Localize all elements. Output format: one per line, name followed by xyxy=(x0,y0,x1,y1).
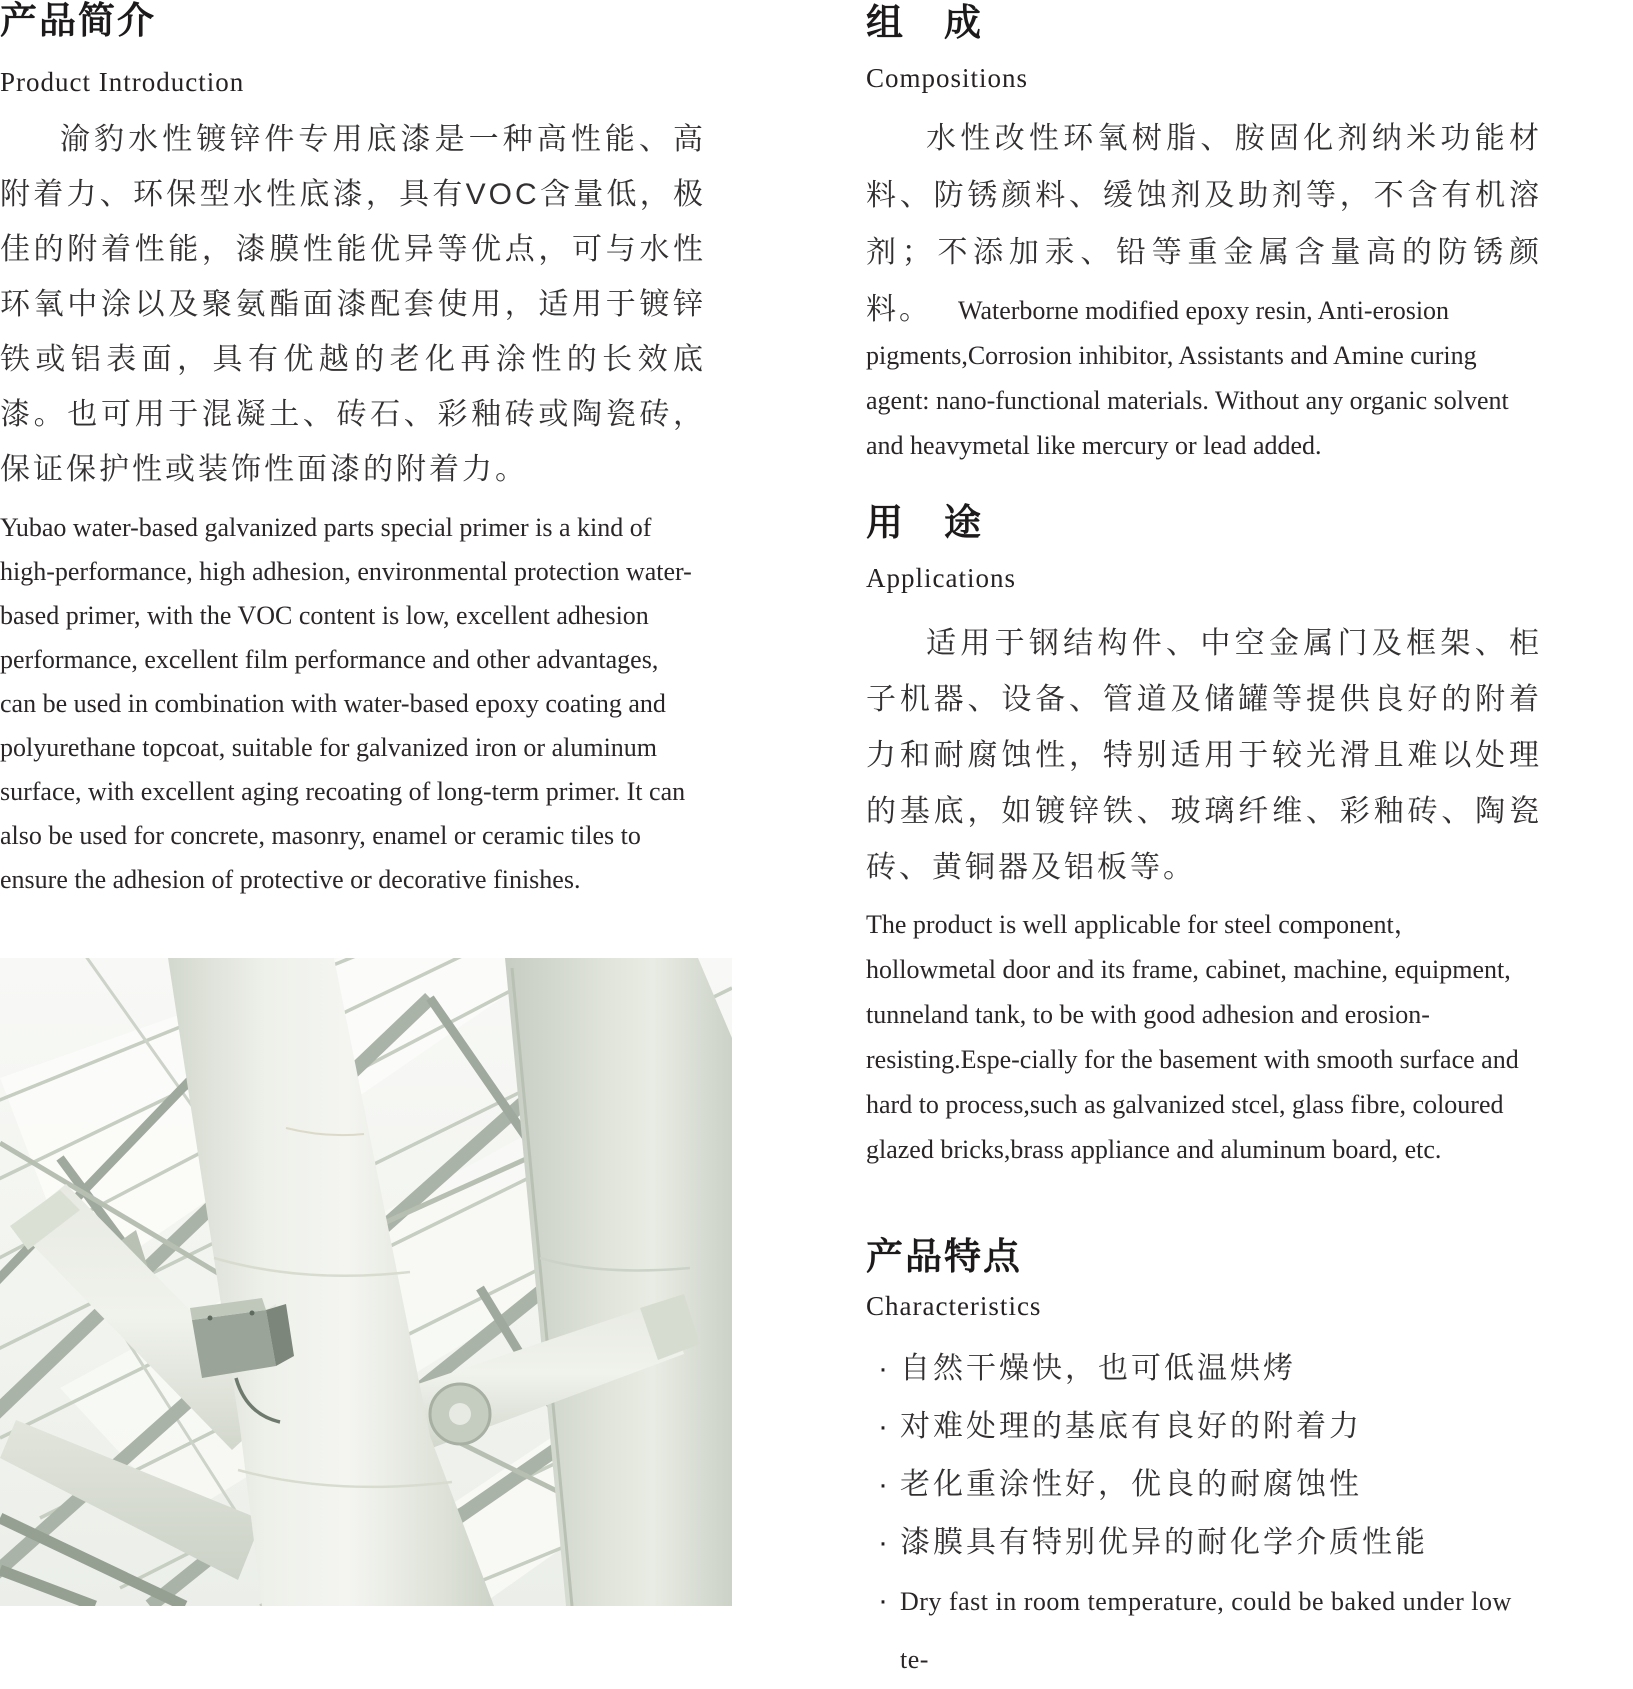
characteristics-heading-zh: 产品特点 xyxy=(866,1236,1022,1277)
bullet-text: 老化重涂性好，优良的耐腐蚀性 xyxy=(900,1468,1362,1501)
list-item xyxy=(866,1456,1542,1514)
bullet-text: 对难处理的基底有良好的附着力 xyxy=(900,1410,1362,1443)
bullet-text: 漆膜具有特别优异的耐化学介质性能 xyxy=(900,1526,1428,1559)
compositions-heading-zh: 组 成 xyxy=(866,2,983,43)
applications-heading-en: Applications xyxy=(866,563,1016,593)
list-item xyxy=(866,1572,1542,1689)
intro-body-en: Yubao water-based galvanized parts special primer is a kind of high-performance, high adhesion, environmental protection water-based primer, with the VOC content is low, excellent adhesion performance, excellent film performance and other advantages, can be used in combination with water-based epoxy coating and polyurethane topcoat, suitable for galvanized iron or aluminum surface, with excellent aging recoating of long-term primer. It can also be used for concrete, masonry, enamel or ceramic tiles to ensure the adhesion of protective or decorative finishes. xyxy=(0,513,692,894)
bullet-dot-icon: · xyxy=(878,1410,888,1443)
characteristics-list xyxy=(866,1340,1542,1689)
compositions-body-zh: 水性改性环氧树脂、胺固化剂纳米功能材料、防锈颜料、缓蚀剂及助剂等，不含有机溶剂；不添加汞、铅等重金属含量高的防锈颜料。 xyxy=(866,122,1542,326)
characteristics-heading-en: Characteristics xyxy=(866,1291,1042,1321)
bullet-text: Dry fast in room temperature, could be baked under low te- xyxy=(900,1587,1512,1674)
steel-structure-illustration xyxy=(0,958,732,1606)
list-item xyxy=(866,1340,1542,1398)
applications-heading-zh: 用 途 xyxy=(866,502,983,543)
bullet-dot-icon: · xyxy=(878,1468,888,1501)
bullet-dot-icon: · xyxy=(878,1526,888,1559)
bullet-dot-icon: · xyxy=(878,1352,888,1385)
bullet-dot-icon: · xyxy=(878,1584,888,1617)
bullet-text: 自然干燥快，也可低温烘烤 xyxy=(900,1352,1296,1385)
intro-heading-en: Product Introduction xyxy=(0,67,245,97)
compositions-heading-en: Compositions xyxy=(866,63,1029,93)
list-item xyxy=(866,1398,1542,1456)
intro-heading-zh: 产品简介 xyxy=(0,0,156,41)
steel-structure-photo xyxy=(0,958,732,1606)
applications-body-en: The product is well applicable for steel component，hollowmetal door and its frame, cabinet, machine, equipment, tunneland tank, to be with good adhesion and erosion-resisting.Espe-cially for the basement with smooth surface and hard to process,such as galvanized stcel, glass fibre, coloured glazed bricks,brass appliance and aluminum board, etc. xyxy=(866,910,1519,1164)
compositions-body-en: Waterborne modified epoxy resin, Anti-erosion pigments,Corrosion inhibitor, Assistants and Amine curing agent: nano-functional materials. Without any organic solvent and heavymetal like mercury or lead added. xyxy=(866,296,1509,460)
intro-body-zh: 渝豹水性镀锌件专用底漆是一种高性能、高附着力、环保型水性底漆，具有VOC含量低，极佳的附着性能，漆膜性能优异等优点，可与水性环氧中涂以及聚氨酯面漆配套使用，适用于镀锌铁或铝表面，具有优越的老化再涂性的长效底漆。也可用于混凝土、砖石、彩釉砖或陶瓷砖，保证保护性或装饰性面漆的附着力。 xyxy=(0,123,706,486)
applications-body-zh: 适用于钢结构件、中空金属门及框架、柜子机器、设备、管道及储罐等提供良好的附着力和耐腐蚀性，特别适用于较光滑且难以处理的基底，如镀锌铁、玻璃纤维、彩釉砖、陶瓷砖、黄铜器及铝板等。 xyxy=(866,627,1542,884)
list-item xyxy=(866,1514,1542,1572)
